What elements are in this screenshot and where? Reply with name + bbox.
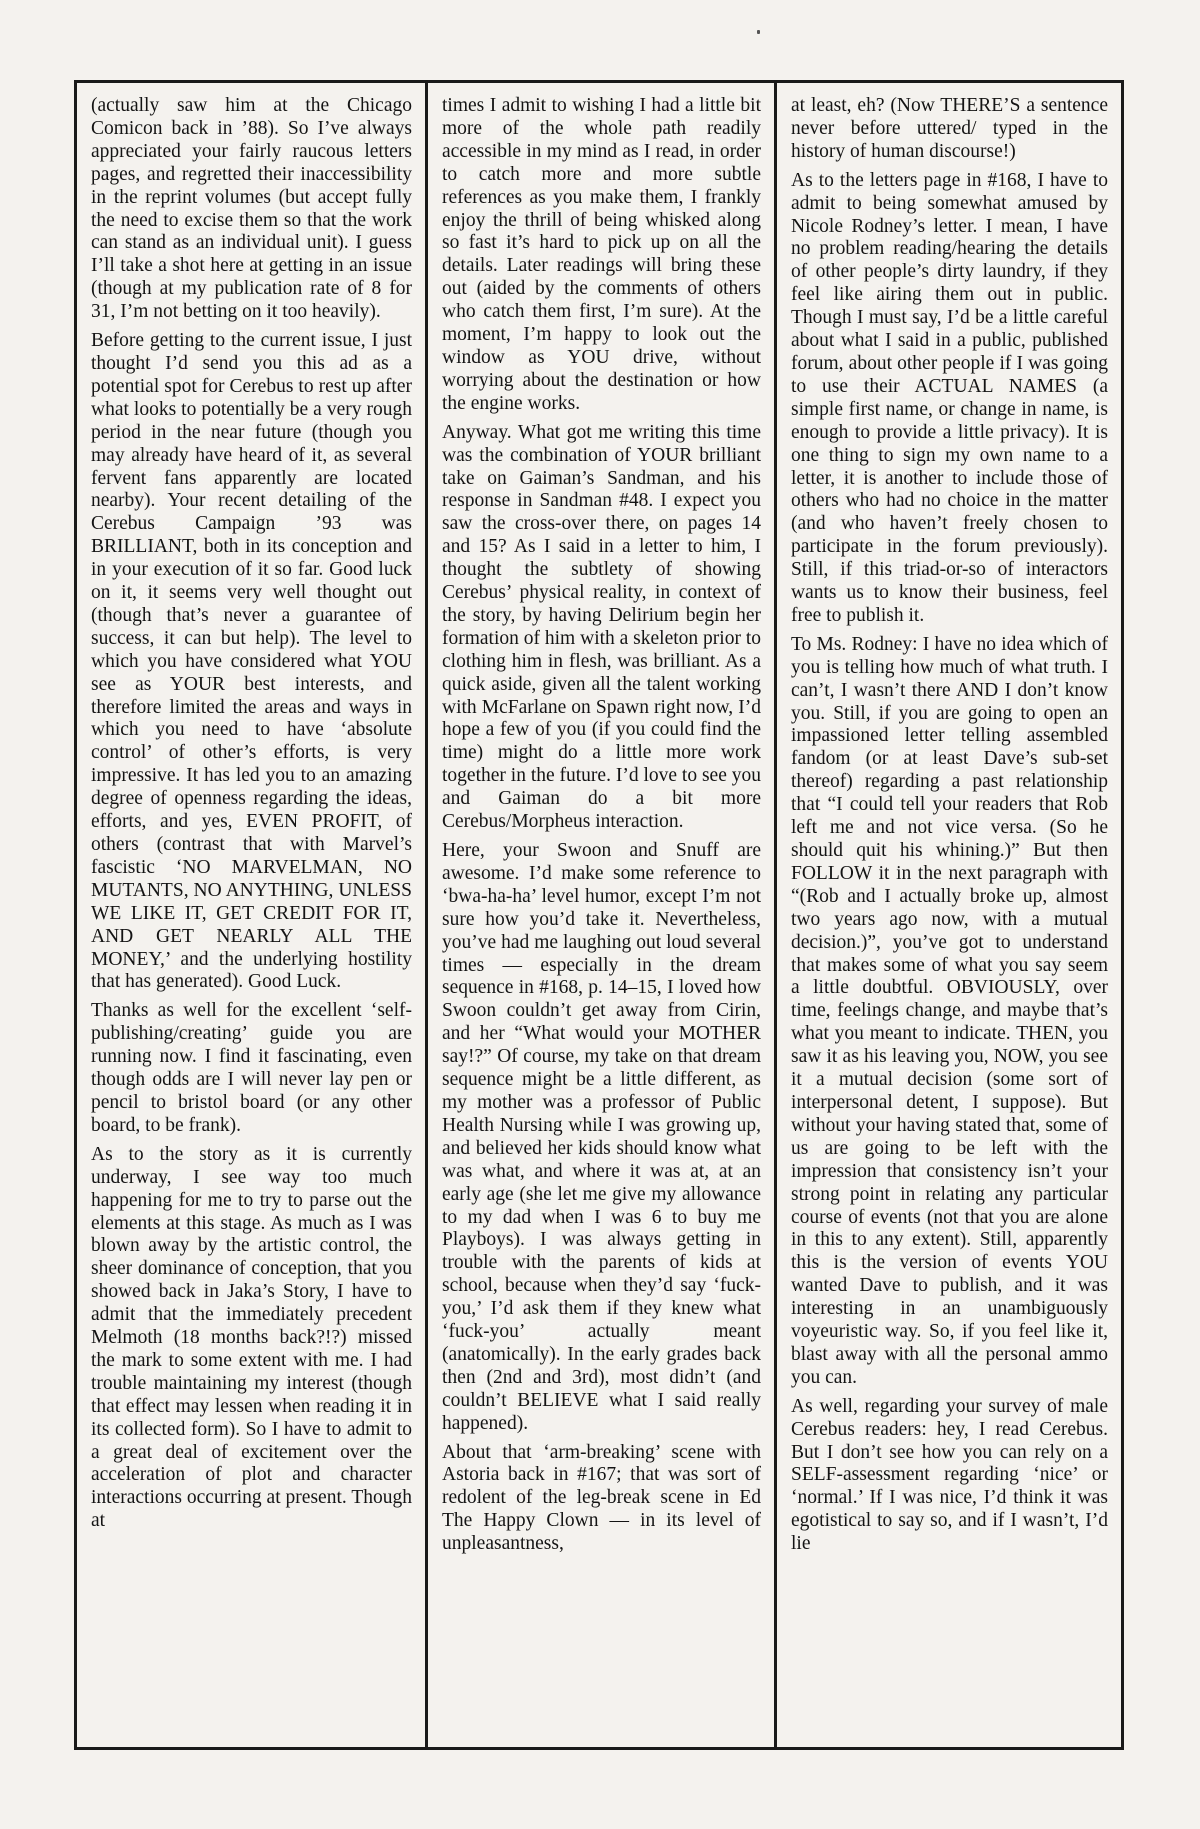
letter-column-1 xyxy=(77,83,428,1747)
paragraph: times I admit to wishing I had a little bit more of the whole path readily accessible in my mind as I read, in order to catch more and more subtle references as you make them, I frankly enjoy the thrill of being whisked along so fast it’s hard to pick up on all the details. Later readings will bring these out (aided by the comments of others who catch them first, I’m sure). At the moment, I’m happy to look out the window as YOU drive, without worrying about the destination or how the engine works. xyxy=(442,95,761,414)
paragraph: Here, your Swoon and Snuff are awesome. I’d make some reference to ‘bwa-ha-ha’ level humor, except I’m not sure how you’d take it. Nevertheless, you’ve had me laughing out loud several times — especially in the dream sequence in #168, p. 14–15, I loved how Swoon couldn’t get away from Cirin, and her “What would your MOTHER say!?” Of course, my take on that dream sequence might be a little different, as my mother was a professor of Public Health Nursing while I was growing up, and believed her kids should know what was what, and where it was at, at an early age (she let me give my allowance to my dad when I was 6 to buy me Playboys). I was always getting in trouble with the parents of kids at school, because when they’d say ‘fuck-you,’ I’d ask them if they knew what ‘fuck-you’ actually meant (anatomically). In the early grades back then (2nd and 3rd), most didn’t (and couldn’t BELIEVE what I said really happened). xyxy=(442,840,761,1434)
print-speck xyxy=(757,30,760,34)
paragraph: To Ms. Rodney: I have no idea which of you is telling how much of what truth. I can’t, I wasn’t there AND I don’t know you. Still, if you are going to open an impassioned letter telling assembled fandom (or at least Dave’s sub-set thereof) regarding a past relationship that “I could tell your readers that Rob left me and not vice versa. (So he should quit his whining.)” But then FOLLOW it in the next paragraph with “(Rob and I actually broke up, almost two years ago now, with a mutual decision.)”, you’ve got to understand that makes some of what you say seem a little doubtful. OBVIOUSLY, over time, feelings change, and maybe that’s what you meant to indicate. THEN, you saw it as his leaving you, NOW, you see it a mutual decision (some sort of interpersonal detent, I suppose). But without your having stated that, some of us are going to be left with the impression that consistency isn’t your strong point in relating any particular course of events (not that you are alone in this to any extent). Still, apparently this is the version of events YOU wanted Dave to publish, and it was interesting in an unambiguously voyeuristic way. So, if you feel like it, blast away with all the personal ammo you can. xyxy=(791,633,1108,1388)
letter-column-2 xyxy=(428,83,777,1747)
paragraph: (actually saw him at the Chicago Comicon back in ’88). So I’ve always appreciated your fairly raucous letters pages, and regretted their inaccessibility in the reprint volumes (but accept fully the need to excise them so that the work can stand as an individual unit). I guess I’ll take a shot here at getting in an issue (though at my publication rate of 8 for 31, I’m not betting on it too heavily). xyxy=(91,95,412,323)
paragraph: Anyway. What got me writing this time was the combination of YOUR brilliant take on Gaiman’s Sandman, and his response in Sandman #48. I expect you saw the cross-over there, on pages 14 and 15? As I said in a letter to him, I thought the subtlety of showing Cerebus’ physical reality, in context of the story, by having Delirium begin her formation of him with a skeleton prior to clothing him in flesh, was brilliant. As a quick aside, given all the talent working with McFarlane on Spawn right now, I’d hope a few of you (if you could find the time) might do a little more work together in the future. I’d love to see you and Gaiman do a bit more Cerebus/Morpheus interaction. xyxy=(442,421,761,833)
paragraph: at least, eh? (Now THERE’S a sentence never before uttered/ typed in the history of human discourse!) xyxy=(791,95,1108,162)
paragraph: Thanks as well for the excellent ‘self-publishing/creating’ guide you are running now. I find it fascinating, even though odds are I will never lay pen or pencil to bristol board (or any other board, to be frank). xyxy=(91,1000,412,1136)
letters-page-frame xyxy=(74,80,1124,1750)
paragraph: About that ‘arm-breaking’ scene with Astoria back in #167; that was sort of redolent of the leg-break scene in Ed The Happy Clown — in its level of unpleasantness, xyxy=(442,1441,761,1555)
paragraph: As to the story as it is currently underway, I see way too much happening for me to try to parse out the elements at this stage. As much as I was blown away by the artistic control, the sheer dominance of conception, that you showed back in Jaka’s Story, I have to admit that the immediately precedent Melmoth (18 months back?!?) missed the mark to some extent with me. I had trouble maintaining my interest (though that effect may lessen when reading it in its collected form). So I have to admit to a great deal of excitement over the acceleration of plot and character interactions occurring at present. Though at xyxy=(91,1143,412,1532)
letter-column-3 xyxy=(777,83,1121,1747)
paragraph: As to the letters page in #168, I have to admit to being somewhat amused by Nicole Rodney’s letter. I mean, I have no problem reading/hearing the details of other people’s dirty laundry, if they feel like airing them out in public. Though I must say, I’d be a little careful about what I said in a public, published forum, about other people if I was going to use their ACTUAL NAMES (a simple first name, or change in name, is enough to provide a little privacy). It is one thing to sign my own name to a letter, it is another to include those of others who had no choice in the matter (and who haven’t freely chosen to participate in the forum previously). Still, if this triad-or-so of interactors wants us to know their business, feel free to publish it. xyxy=(791,169,1108,626)
paragraph: As well, regarding your survey of male Cerebus readers: hey, I read Cerebus. But I don’t see how you can rely on a SELF-assessment regarding ‘nice’ or ‘normal.’ If I was nice, I’d think it was egotistical to say so, and if I wasn’t, I’d lie xyxy=(791,1395,1108,1555)
paragraph: Before getting to the current issue, I just thought I’d send you this ad as a potential spot for Cerebus to rest up after what looks to potentially be a very rough period in the near future (though you may already have heard of it, as several fervent fans apparently are located nearby). Your recent detailing of the Cerebus Campaign ’93 was BRILLIANT, both in its conception and in your execution of it so far. Good luck on it, it seems very well thought out (though that’s never a guarantee of success, it can but help). The level to which you have considered what YOU see as YOUR best interests, and therefore limited the areas and ways in which you need to have ‘absolute control’ of other’s efforts, is very impressive. It has led you to an amazing degree of openness regarding the ideas, efforts, and yes, EVEN PROFIT, of others (contrast that with Marvel’s fascistic ‘NO MARVELMAN, NO MUTANTS, NO ANYTHING, UNLESS WE LIKE IT, GET CREDIT FOR IT, AND GET NEARLY ALL THE MONEY,’ and the underlying hostility that has generated). Good Luck. xyxy=(91,330,412,993)
